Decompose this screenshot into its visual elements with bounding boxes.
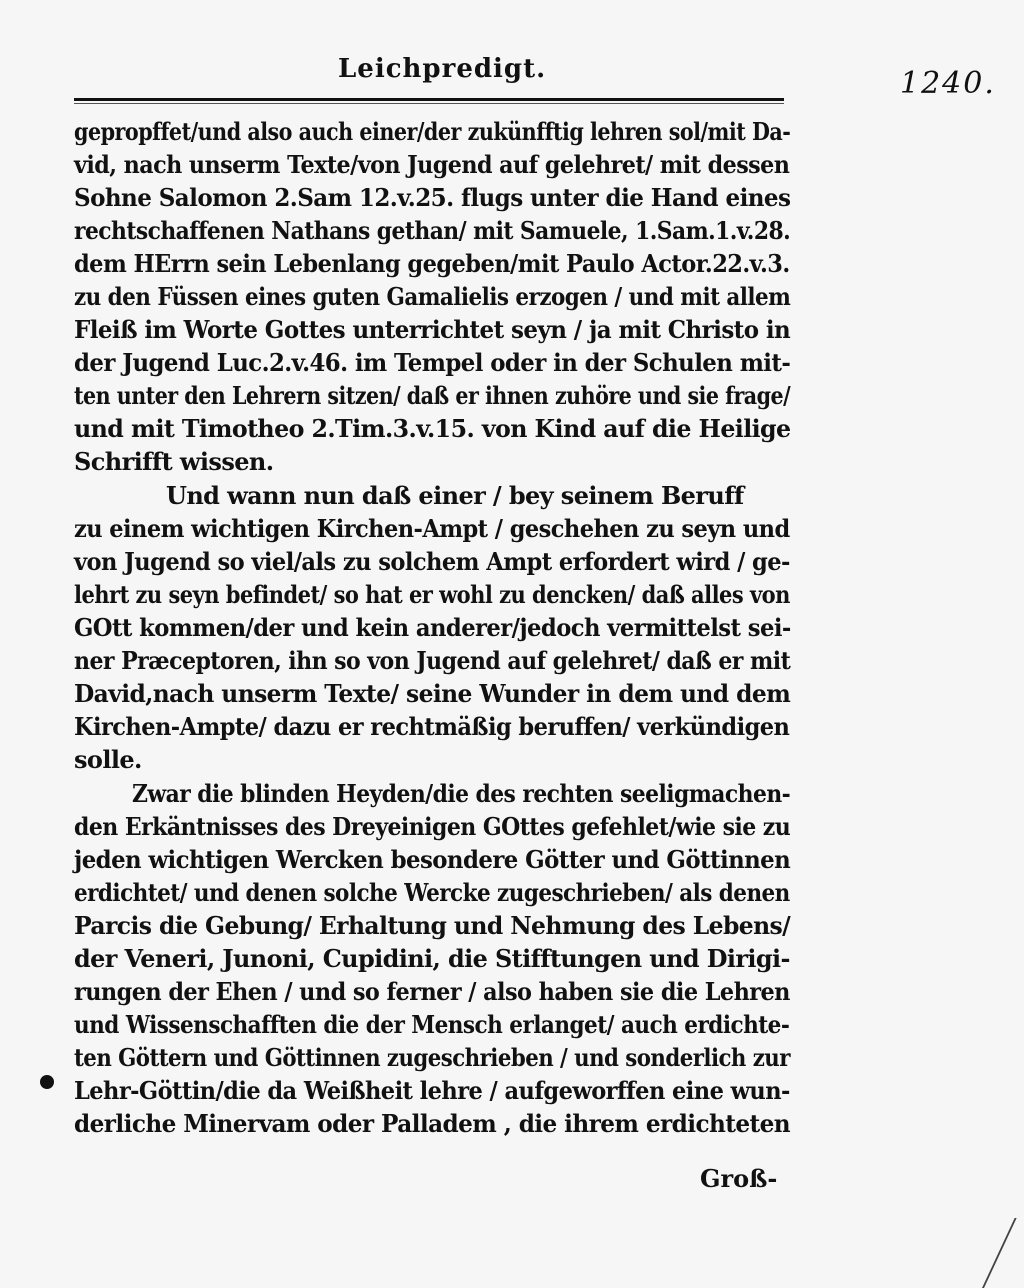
text-line: Sohne Salomon 2.Sam 12.v.25. flugs unter die Hand eines: [74, 183, 791, 212]
text-line: rechtschaffenen Nathans gethan/ mit Samuele, 1.Sam.1.v.28.: [74, 216, 791, 245]
text-line: von Jugend so viel/als zu solchem Ampt erfordert wird / ge-: [74, 547, 790, 576]
paragraph-start: Zwar die blinden Heyden/die des rechten seeligmachen-: [132, 779, 791, 808]
text-line: Schrifft wissen.: [74, 447, 274, 476]
folio-number: 1240.: [900, 66, 996, 101]
text-line: ten unter den Lehrern sitzen/ daß er ihnen zuhöre und sie frage/: [74, 381, 791, 410]
text-line: rungen der Ehen / und so ferner / also haben sie die Lehren: [74, 977, 790, 1006]
text-line: dem HErrn sein Lebenlang gegeben/mit Paulo Actor.22.v.3.: [74, 249, 790, 278]
running-head: Leichpredigt.: [338, 54, 547, 84]
text-line: zu den Füssen eines guten Gamalielis erzogen / und mit allem: [74, 282, 791, 311]
text-line: ner Præceptoren, ihn so von Jugend auf gelehret/ daß er mit: [74, 646, 791, 675]
text-line: der Jugend Luc.2.v.46. im Tempel oder in der Schulen mit-: [74, 348, 791, 377]
text-line: Fleiß im Worte Gottes unterrichtet seyn / ja mit Christo in: [74, 315, 791, 344]
text-line: erdichtet/ und denen solche Wercke zugeschrieben/ als denen: [74, 878, 790, 907]
text-line: GOtt kommen/der und kein anderer/jedoch vermittelst sei-: [74, 613, 791, 642]
text-line: und Wissenschafften die der Mensch erlanget/ auch erdichte-: [74, 1010, 790, 1039]
text-line: Parcis die Gebung/ Erhaltung und Nehmung des Lebens/: [74, 911, 791, 940]
text-line: gepropffet/und also auch einer/der zukünfftig lehren sol/mit Da-: [74, 117, 791, 146]
ink-dot: [40, 1075, 54, 1089]
text-line: David,nach unserm Texte/ seine Wunder in dem und dem: [74, 679, 791, 708]
page-corner-fold: [982, 1218, 1024, 1288]
text-line: und mit Timotheo 2.Tim.3.v.15. von Kind auf die Heilige: [74, 414, 791, 443]
text-line: zu einem wichtigen Kirchen-Ampt / geschehen zu seyn und: [74, 514, 790, 543]
text-line: Lehr-Göttin/die da Weißheit lehre / aufgeworffen eine wun-: [74, 1076, 790, 1105]
body-text: [74, 0, 790, 1288]
catchword: Groß-: [700, 1164, 778, 1193]
text-line: lehrt zu seyn befindet/ so hat er wohl zu dencken/ daß alles von: [74, 580, 790, 609]
text-line: vid, nach unserm Texte/von Jugend auf gelehret/ mit dessen: [74, 150, 790, 179]
text-line: jeden wichtigen Wercken besondere Götter und Göttinnen: [74, 845, 791, 874]
text-line: derliche Minervam oder Palladem , die ihrem erdichteten: [74, 1109, 791, 1138]
text-line: ten Göttern und Göttinnen zugeschrieben / und sonderlich zur: [74, 1043, 790, 1072]
text-line: solle.: [74, 745, 142, 774]
text-line: Kirchen-Ampte/ dazu er rechtmäßig beruffen/ verkündigen: [74, 712, 790, 741]
text-line: der Veneri, Junoni, Cupidini, die Stifftungen und Dirigi-: [74, 944, 790, 973]
paragraph-start: Und wann nun daß einer / bey seinem Beruff: [166, 481, 744, 510]
text-line: den Erkäntnisses des Dreyeinigen GOttes gefehlet/wie sie zu: [74, 812, 791, 841]
